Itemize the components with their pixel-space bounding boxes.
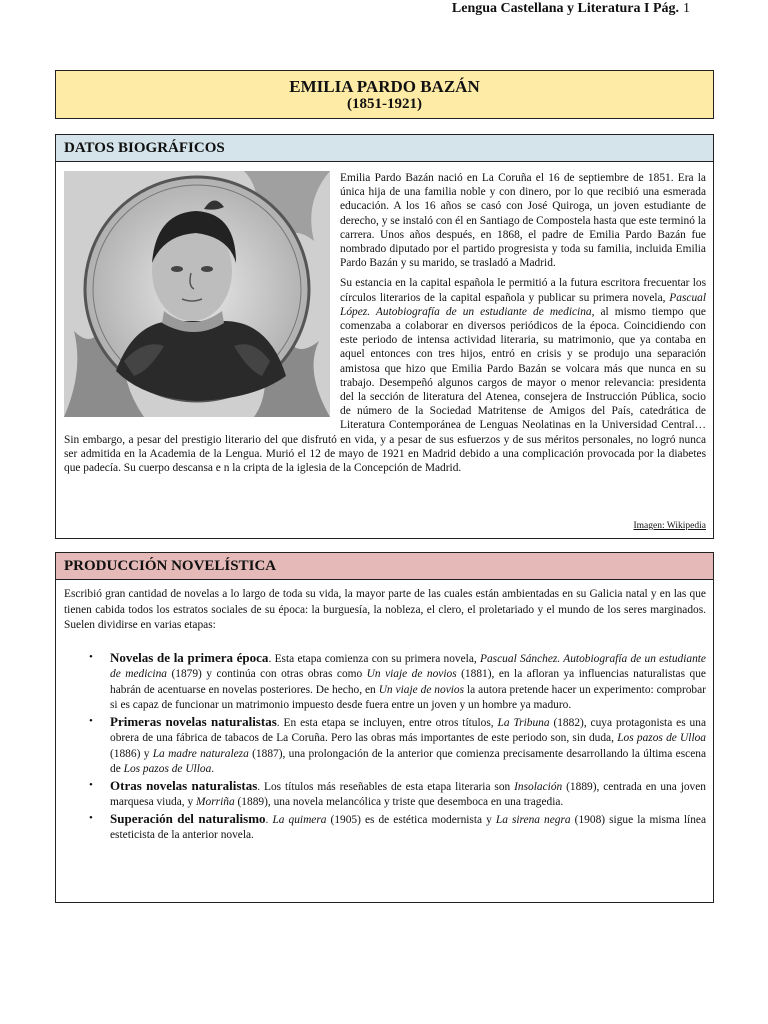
title-box <box>55 70 714 119</box>
production-body <box>56 580 713 844</box>
novel-title: Los pazos de Ulloa <box>123 763 212 775</box>
bullet: • <box>89 714 93 727</box>
stage-text: . <box>211 763 215 775</box>
bullet: • <box>89 811 93 824</box>
production-heading: PRODUCCIÓN NOVELÍSTICA <box>56 553 713 580</box>
stage-text: (1881), en la afloran ya influencias naturalistas que habrán de acentuarse en novelas posteriores. De hecho, en <box>110 668 706 696</box>
stage-text: (1882), cuya protagonista es una obrera de una fábrica de tabacos de La Coruña. Pero las obras más importantes de este periodo son, sin duda, <box>110 716 706 744</box>
stage-text: . Los títulos más reseñables de esta etapa literaria son <box>257 780 515 793</box>
bio-p2-text-a: Su estancia en la capital española le permitió a la futura escritora frecuentar los círculos literarios de la capital española y publicar su primera novela, <box>340 277 706 304</box>
portrait-image <box>64 171 330 417</box>
stage-text: (1887), una prolongación de la anterior que comienza precisamente desarrollando la última escena de <box>110 747 706 775</box>
bullet: • <box>89 778 93 791</box>
list-item <box>89 810 707 844</box>
novel-title: La sirena negra <box>495 813 571 826</box>
bio-body <box>56 162 713 475</box>
stage-text: (1908) sigue la misma línea esteticista de la anterior novela. <box>110 813 707 841</box>
novel-title: Un viaje de novios <box>366 668 457 680</box>
bio-paragraph-1: Emilia Pardo Bazán nació en La Coruña el 16 de septiembre de 1851. Era la única hija de una familia noble y con dinero, por lo que recibió una esmerada educación. A los 16 años se casó con José Quiroga, un joven estudiante de derecho, y se instaló con él en Santiago de Compostela hasta que este terminó la carrera. Unos años después, en 1868, el padre de Emilia Pardo Bazán fue nombrado diputado por el partido progresista y toda su familia, incluida Emilia Pardo Bazán y su marido, se trasladó a Madrid. <box>340 172 706 270</box>
list-item <box>89 777 706 811</box>
stage-label: Primeras novelas naturalistas <box>110 713 277 729</box>
stage-text: (1889), una novela melancólica y triste que desemboca en una tragedia. <box>234 796 564 808</box>
novel-title: Insolación <box>514 780 563 793</box>
bio-heading: DATOS BIOGRÁFICOS <box>56 135 713 162</box>
novel-title: Un viaje de novios <box>378 683 465 696</box>
image-credit-link[interactable]: Imagen: Wikipedia <box>633 521 706 531</box>
novel-title: La quimera <box>272 813 327 826</box>
bullet: • <box>89 650 93 663</box>
author-years: (1851-1921) <box>347 96 422 112</box>
novel-title: La Tribuna <box>497 716 550 729</box>
bio-section <box>55 134 714 539</box>
stage-text: . Esta etapa comienza con su primera novela, <box>268 652 481 665</box>
author-name: EMILIA PARDO BAZÁN <box>289 77 480 96</box>
novel-title: Los pazos de Ulloa <box>617 732 707 744</box>
bio-p2-novel-title: Pascual López. Autobiografía de un estudiante de medicina <box>340 291 706 318</box>
stage-text: (1879) y continúa con otras obras como <box>166 668 367 680</box>
production-section <box>55 552 714 903</box>
novel-title: Pascual Sánchez. Autobiografía de un estudiante de medicina <box>110 652 706 680</box>
header-text: Lengua Castellana y Literatura I Pág. <box>451 1 679 16</box>
stage-list <box>64 650 706 844</box>
page-number: 1 <box>683 1 690 16</box>
stage-label: Superación del naturalismo <box>110 810 266 826</box>
stage-label: Novelas de la primera época <box>110 649 269 665</box>
stage-text: la autora pretende hacer un experimento: comprobar si es capaz de funcionar un matrimonio impuesto desde fuera entre un joven y un hombre ya maduro. <box>110 683 706 711</box>
stage-text: (1886) y <box>110 747 153 760</box>
production-intro: Escribió gran cantidad de novelas a lo largo de toda su vida, la mayor parte de las cuales están ambientadas en su Galicia natal y en las que tienen cabida todos los estratos sociales de su época: la burguesía, la nobleza, el clero, el proletariado y el mundo de los seres marginados. Suelen dividirse en varias etapas: <box>64 588 706 631</box>
novel-title: La madre naturaleza <box>152 747 249 760</box>
list-item <box>89 713 707 778</box>
stage-text: . En esta etapa se incluyen, entre otros títulos, <box>276 716 498 729</box>
list-item <box>89 649 706 714</box>
page-header <box>452 0 690 18</box>
stage-text: . <box>265 813 273 826</box>
novel-title: Morriña <box>196 796 235 808</box>
stage-label: Otras novelas naturalistas <box>110 777 258 793</box>
stage-text: (1905) es de estética modernista y <box>326 813 496 826</box>
stage-text: (1889), centrada en una joven marquesa viuda, y <box>110 780 706 808</box>
bio-p2-text-b: , al mismo tiempo que comenzaba a colaborar en diversos periódicos de la época. Coincidiendo con este periodo de intensa actividad literaria, su matrimonio, que ya contaba en aquel entonces con tres hijos, entró en crisis y se produjo una separación amistosa que hizo que Emilia Pardo Bazán se volcara más que nunca en su trabajo. Desempeñó algunos cargos de mayor o menor relevancia: presidenta del la sección de literatura del Atenea, consejera de Instrucción Pública, socio de número de la Sociedad Matritense de Amigos del País, catedrática de Literatura Contemporánea de Lenguas Neolatinas en la Universidad Central… Sin embargo, a pesar del prestigio literario del que disfrutó en vida, y a pesar de sus esfuerzos y de sus méritos personales, no logró nunca ser admitida en la Academia de la Lengua. Murió el 12 de mayo de 1921 en Madrid debido a una complicación provocada por la diabetes que padecía. Su cuerpo descansa e n la cripta de la iglesia de la Concepción de Madrid. <box>64 305 706 475</box>
